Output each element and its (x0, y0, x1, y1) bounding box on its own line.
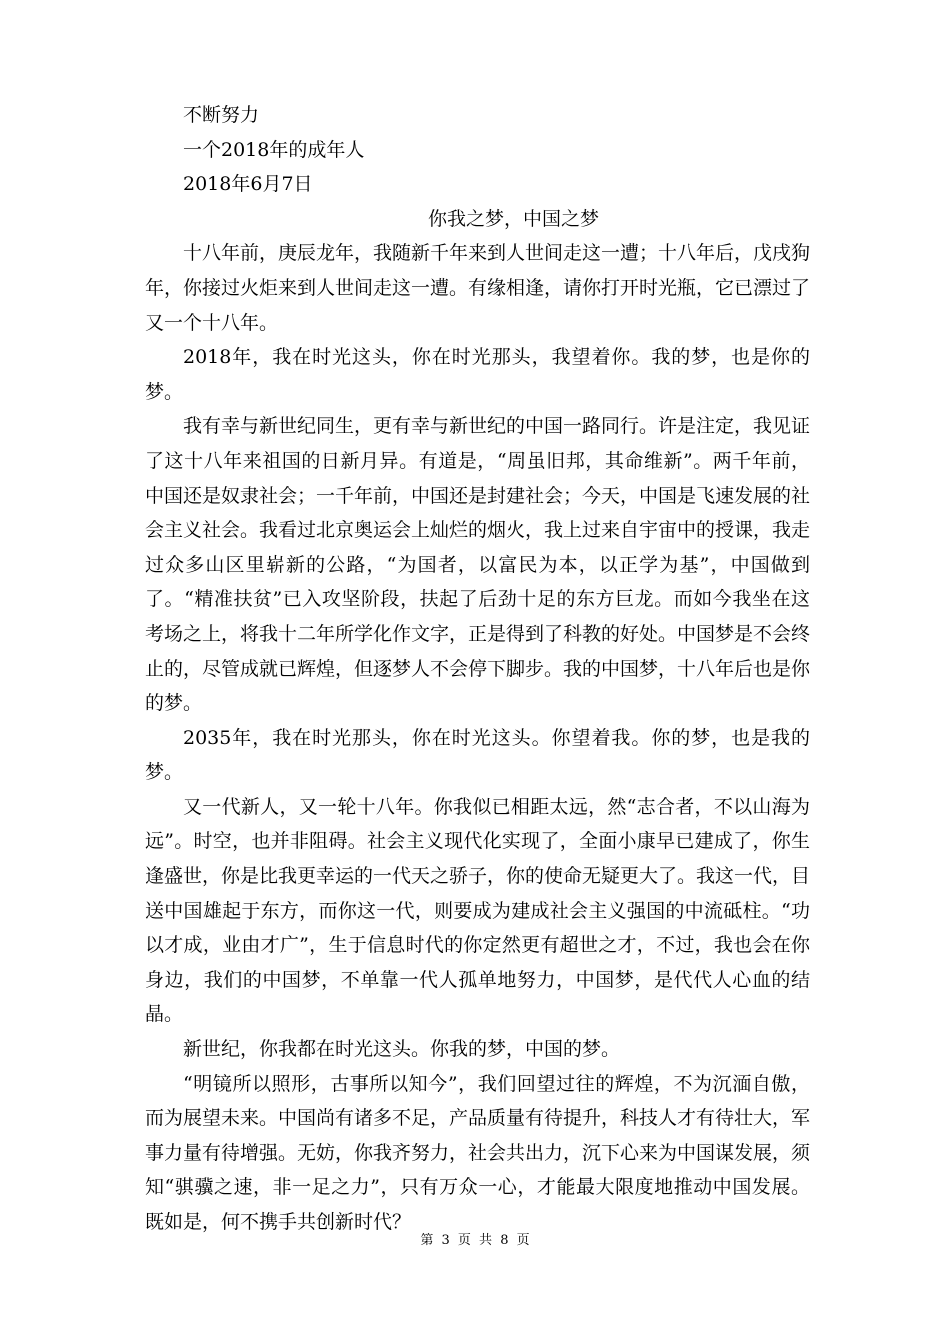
essay-paragraph: “明镜所以照形，古事所以知今”，我们回望过往的辉煌，不为沉湎自傲，而为展望未来。中国尚有诸多不足，产品质量有待提升，科技人才有待壮大，军事力量有待增强。无妨，你我齐努力，社会共出力，沉下心来为中国谋发展，须知“骐骥之速，非一足之力”，只有万众一心，才能最大限度地推动中国发展。既如是，何不携手共创新时代？ (145, 1072, 811, 1233)
closing-signature: 一个2018年的成年人 (183, 138, 365, 161)
page-footer: 第 3 页 共 8 页 (420, 1233, 530, 1248)
closing-date: 2018年6月7日 (183, 173, 313, 196)
essay-title: 你我之梦，中国之梦 (427, 207, 599, 230)
essay-paragraph: 新世纪，你我都在时光这头。你我的梦，中国的梦。 (183, 1038, 621, 1061)
essay-paragraph: 我有幸与新世纪同生，更有幸与新世纪的中国一路同行。许是注定，我见证了这十八年来祖国的日新月异。有道是，“周虽旧邦，其命维新”。两千年前，中国还是奴隶社会；一千年前，中国还是封建社会；今天，中国是飞速发展的社会主义社会。我看过北京奥运会上灿烂的烟火，我上过来自宇宙中的授课，我走过众多山区里崭新的公路，“为国者，以富民为本，以正学为基”，中国做到了。“精准扶贫”已入攻坚阶段，扶起了后劲十足的东方巨龙。而如今我坐在这考场之上，将我十二年所学化作文字，正是得到了科教的好处。中国梦是不会终止的，尽管成就已辉煌，但逐梦人不会停下脚步。我的中国梦，十八年后也是你的梦。 (145, 415, 811, 715)
essay-paragraph: 又一代新人，又一轮十八年。你我似已相距太远，然“志合者，不以山海为远”。时空，也并非阻碍。社会主义现代化实现了，全面小康早已建成了，你生逢盛世，你是比我更幸运的一代天之骄子，你的使命无疑更大了。我这一代，目送中国雄起于东方，而你这一代，则要成为建成社会主义强国的中流砥柱。“功以才成，业由才广”，生于信息时代的你定然更有超世之才，不过，我也会在你身边，我们的中国梦，不单靠一代人孤单地努力，中国梦，是代代人心血的结晶。 (145, 795, 811, 1026)
essay-paragraph: 2018年，我在时光这头，你在时光那头，我望着你。我的梦，也是你的梦。 (145, 346, 810, 403)
essay-paragraph: 2035年，我在时光那头，你在时光这头。你望着我。你的梦，也是我的梦。 (145, 726, 810, 784)
essay-paragraph: 十八年前，庚辰龙年，我随新千年来到人世间走这一遭；十八年后，戊戌狗年，你接过火炬来到人世间走这一遭。有缘相逢，请你打开时光瓶，它已漂过了又一个十八年。 (145, 242, 811, 334)
document-body (145, 98, 810, 1240)
closing-line-1: 不断努力 (183, 104, 260, 126)
